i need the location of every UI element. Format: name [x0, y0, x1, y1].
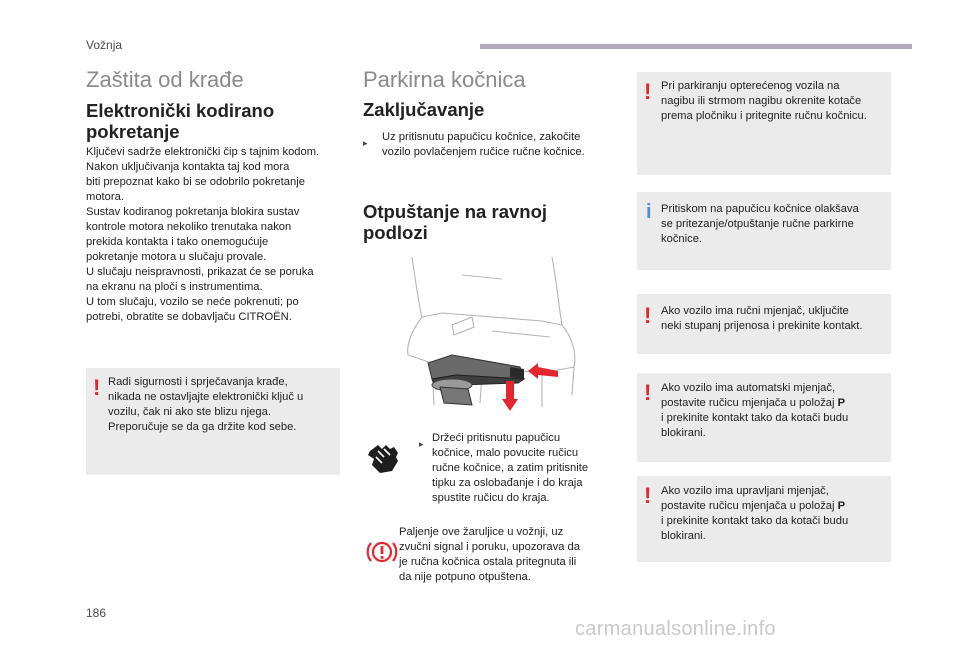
note-text: Pri parkiranju opterećenog vozila na nagibu ili strmom nagibu okrenite kotače prema pločniku i pritegnite ručnu kočnicu. [661, 80, 867, 122]
heading-locking: Zaključavanje [363, 99, 485, 120]
section-title-parking-brake: Parkirna kočnica [363, 67, 526, 92]
bullet-arrow-icon: ▸ [419, 439, 424, 449]
warning-light-text: Paljenje ove žaruljice u vožnji, uz zvučni signal i poruku, upozorava da je ručna kočnica ostala pritegnuta ili da nije potpuno otpuštena. [399, 526, 580, 583]
warning-icon: ! [644, 303, 652, 328]
note-box-manual-gearbox [637, 294, 891, 354]
note-box-brake-pedal [637, 192, 891, 270]
heading-release: Otpuštanje na ravnoj podlozi [363, 201, 548, 243]
warning-box-key [86, 368, 340, 475]
header-accent-bar [480, 44, 912, 49]
section-title-theft-protection: Zaštita od krađe [86, 67, 244, 92]
subtitle-electronic-coding: Elektronički kodirano pokretanje [86, 100, 275, 142]
parking-brake-warning-icon [364, 534, 400, 570]
note-box-automatic-gearbox [637, 373, 891, 462]
note-text: Ako vozilo ima automatski mjenjač, postavite ručicu mjenjača u položaj P i prekinite kontakt tako da kotači budu blokirani. [661, 382, 849, 439]
note-box-piloted-gearbox [637, 476, 891, 562]
release-text: Držeći pritisnutu papučicu kočnice, malo povucite ručicu ručne kočnice, a zatim pritisnite tipku za oslobađanje i do kraja spustite ručicu do kraja. [432, 432, 589, 504]
note-text: Ako vozilo ima ručni mjenjač, uključite neki stupanj prijenosa i prekinite kontakt. [661, 305, 863, 332]
bullet-arrow-icon: ▸ [363, 138, 368, 148]
warning-icon: ! [644, 79, 652, 104]
release-bullet [419, 434, 424, 452]
warning-icon: ! [644, 380, 652, 405]
handbrake-illustration [392, 255, 582, 415]
hand-press-icon [364, 437, 404, 477]
warning-icon: ! [93, 375, 101, 400]
info-icon: i [646, 201, 652, 223]
locking-text: Uz pritisnutu papučicu kočnice, zakočite vozilo povlačenjem ručice ručne kočnice. [382, 131, 585, 158]
warning-key-text: Radi sigurnosti i sprječavanja krađe, nikada ne ostavljajte elektronički ključ u vozilu, čak ni ako ste blizu njega. Preporučuje se da ga držite kod sebe. [108, 376, 304, 433]
section-label: Vožnja [86, 38, 123, 52]
note-text: Pritiskom na papučicu kočnice olakšava se pritezanje/otpuštanje ručne parkirne kočnice. [661, 203, 859, 245]
note-text: Ako vozilo ima upravljani mjenjač, postavite ručicu mjenjača u položaj P i prekinite kontakt tako da kotači budu blokirani. [661, 485, 849, 542]
page-number: 186 [86, 606, 107, 620]
note-box-slope-parking [637, 72, 891, 175]
theft-protection-body: Ključevi sadrže elektronički čip s tajnim kodom. Nakon uključivanja kontakta taj kod mora biti prepoznat kako bi se odobrilo pokretanje motora. Sustav kodiranog pokretanja blokira sustav kontrole motora nekoliko trenutaka nakon prekida kontakta i tako onemogućuje pokretanje motora u slučaju provale. U slučaju neispravnosti, prikazat će se poruka na ekranu na ploči s instrumentima. U tom slučaju, vozilo se neće pokrenuti; po potrebi, obratite se dobavljaču CITROËN. [86, 146, 320, 323]
warning-icon: ! [644, 483, 652, 508]
locking-bullet [363, 133, 368, 151]
watermark: carmanualsonline.info [575, 618, 776, 640]
